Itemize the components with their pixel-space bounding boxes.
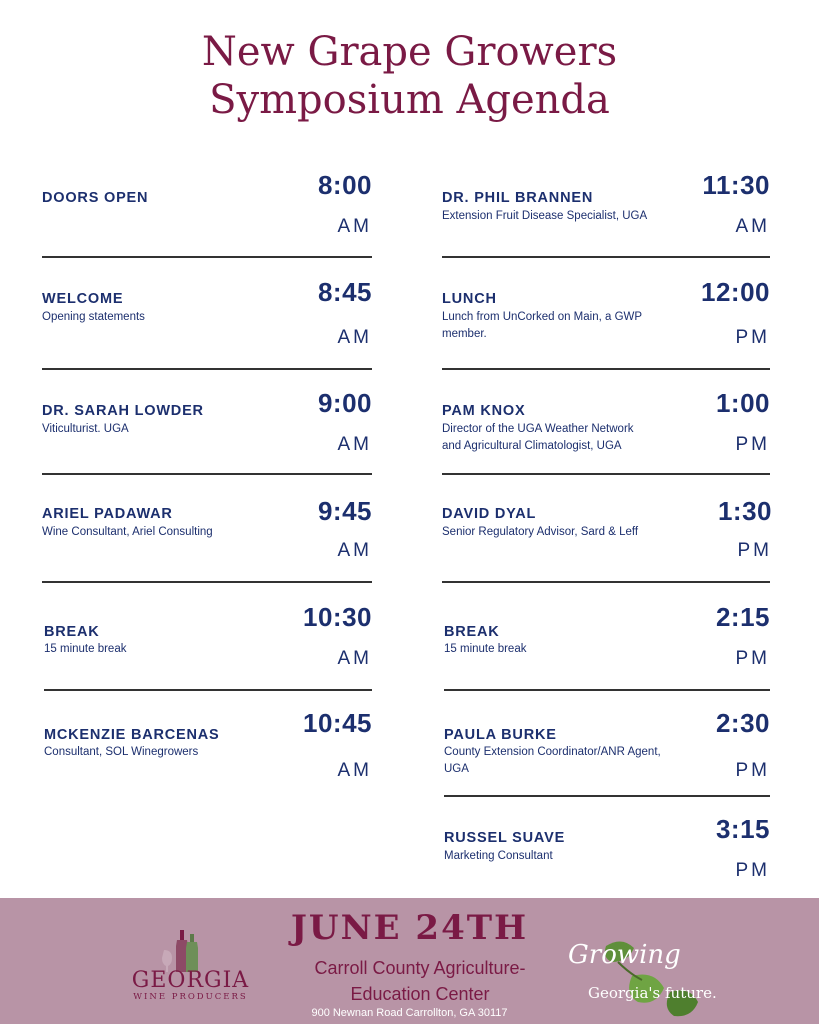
agenda-item-ampm: AM [337, 327, 372, 348]
agenda-item-name: PAM KNOX [442, 403, 526, 419]
agenda-item-name: DR. SARAH LOWDER [42, 403, 204, 419]
divider [42, 368, 372, 370]
agenda-item [44, 594, 372, 694]
divider [442, 256, 770, 258]
agenda-item-time: 3:15 [715, 814, 770, 844]
agenda-item-description: Viticulturist. UGA [42, 423, 129, 435]
divider [42, 581, 372, 583]
agenda-item [442, 486, 772, 586]
agenda-item-time: 9:00 [317, 388, 372, 418]
title-line-1: New Grape Growers [201, 29, 618, 75]
agenda-item [442, 160, 770, 260]
agenda-item-description: Wine Consultant, Ariel Consulting [42, 526, 213, 538]
agenda-item-ampm: AM [337, 760, 372, 781]
agenda-item-name: ARIEL PADAWAR [42, 506, 173, 522]
agenda-item-ampm: PM [735, 327, 770, 348]
agenda-item [42, 486, 372, 586]
venue-line-1: Carroll County Agriculture- [314, 958, 526, 978]
agenda-item-description: Lunch from UnCorked on Main, a GWP member. [442, 311, 642, 340]
logo-wordmark: GEORGIA [131, 968, 250, 993]
agenda-item-ampm: AM [337, 540, 372, 561]
divider [444, 795, 770, 797]
agenda-item-description: Director of the UGA Weather Network and Agricultural Climatologist, UGA [442, 423, 634, 452]
agenda-item-description: Extension Fruit Disease Specialist, UGA [442, 210, 648, 222]
event-address: 900 Newnan Road Carrollton, GA 30117 [311, 1007, 508, 1019]
agenda-item [444, 702, 770, 802]
agenda-item-description: Opening statements [42, 311, 145, 323]
agenda-item-description: Marketing Consultant [444, 850, 553, 862]
agenda-item-ampm: PM [737, 540, 772, 561]
agenda-item-time: 12:00 [701, 277, 770, 307]
growing-script: Growing [568, 940, 681, 970]
agenda-item-name: PAULA BURKE [444, 727, 557, 743]
agenda-item-description: 15 minute break [44, 643, 127, 655]
agenda-item-ampm: PM [735, 760, 770, 781]
venue-line-2: Education Center [350, 984, 490, 1004]
agenda-item [444, 594, 770, 694]
agenda-item-time: 2:15 [715, 602, 770, 632]
agenda-item-time: 1:00 [715, 388, 770, 418]
growing-georgias-future-graphic [562, 936, 762, 1020]
divider [444, 689, 770, 691]
agenda-item-ampm: PM [735, 860, 770, 881]
event-date: JUNE 24TH [290, 908, 529, 948]
growing-tagline: Georgia's future. [588, 984, 717, 1002]
agenda-item-time: 9:45 [317, 496, 372, 526]
agenda-item-name: LUNCH [442, 291, 497, 307]
page-title [0, 28, 819, 124]
title-line-2: Symposium Agenda [209, 77, 610, 123]
agenda-item [442, 270, 770, 370]
agenda-item-time: 8:00 [317, 170, 372, 200]
agenda-item [42, 382, 372, 482]
divider [42, 473, 372, 475]
agenda-item-time: 10:45 [303, 708, 372, 738]
agenda-item-description: County Extension Coordinator/ANR Agent, UGA [444, 746, 661, 775]
agenda-item [42, 160, 372, 260]
agenda-item-ampm: PM [735, 434, 770, 455]
agenda-item-name: BREAK [44, 624, 100, 640]
agenda-item-name: DOORS OPEN [42, 190, 149, 206]
agenda-item-name: DAVID DYAL [442, 506, 537, 522]
divider [42, 256, 372, 258]
divider [442, 581, 770, 583]
agenda-item-time: 2:30 [715, 708, 770, 738]
agenda-item [42, 270, 372, 370]
agenda-item-name: BREAK [444, 624, 500, 640]
agenda-item-name: WELCOME [42, 291, 124, 307]
agenda-item-ampm: AM [337, 434, 372, 455]
agenda-item-description: Senior Regulatory Advisor, Sard & Leff [442, 526, 639, 538]
agenda-item [44, 702, 372, 802]
agenda-item-name: RUSSEL SUAVE [444, 830, 566, 846]
agenda-item-time: 10:30 [303, 602, 372, 632]
agenda-item [442, 382, 770, 482]
agenda-item-time: 11:30 [702, 170, 770, 200]
agenda-item-time: 1:30 [717, 496, 772, 526]
divider [442, 368, 770, 370]
agenda-item-time: 8:45 [317, 277, 372, 307]
agenda-item-ampm: AM [735, 216, 770, 237]
agenda-item-description: Consultant, SOL Winegrowers [44, 746, 199, 758]
agenda-item-ampm: PM [735, 648, 770, 669]
agenda-item-name: DR. PHIL BRANNEN [442, 190, 594, 206]
divider [442, 473, 770, 475]
logo-subtitle: WINE PRODUCERS [133, 992, 248, 1002]
agenda-item-name: MCKENZIE BARCENAS [44, 727, 220, 743]
agenda-item [444, 808, 770, 898]
agenda-item-description: 15 minute break [444, 643, 527, 655]
agenda-item-ampm: AM [337, 648, 372, 669]
agenda-item-ampm: AM [337, 216, 372, 237]
divider [44, 689, 372, 691]
